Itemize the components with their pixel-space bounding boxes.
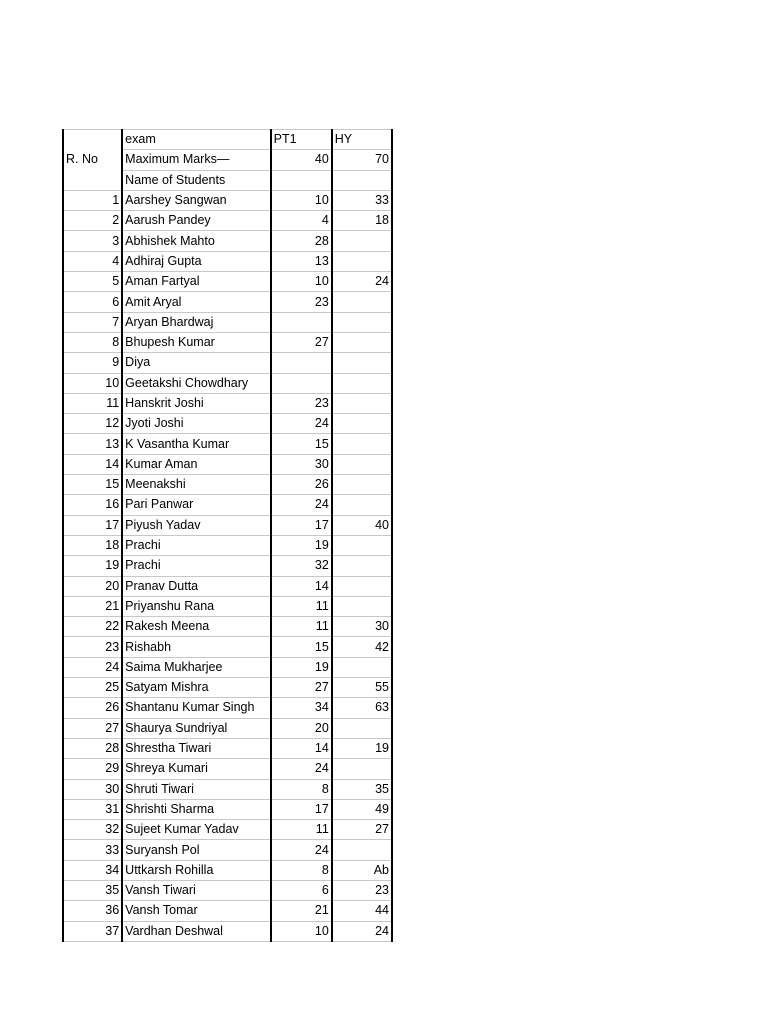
pt1-mark-cell[interactable]: 23 (271, 393, 332, 413)
pt1-mark-cell[interactable]: 8 (271, 779, 332, 799)
table-row (63, 637, 392, 657)
hy-mark-cell[interactable] (332, 556, 392, 576)
student-name-cell[interactable]: Shrestha Tiwari (122, 738, 270, 758)
table-row (63, 698, 392, 718)
hy-mark-cell[interactable]: 18 (332, 211, 392, 231)
table-row (63, 921, 392, 941)
roll-number-cell[interactable]: 10 (63, 373, 122, 393)
table-row (63, 596, 392, 616)
roll-number-cell[interactable]: 19 (63, 556, 122, 576)
table-row (63, 617, 392, 637)
pt1-mark-cell[interactable]: 17 (271, 515, 332, 535)
hy-mark-cell[interactable] (332, 475, 392, 495)
roll-number-cell[interactable]: 29 (63, 759, 122, 779)
student-name-cell[interactable]: Priyanshu Rana (122, 596, 270, 616)
pt1-mark-cell[interactable]: 8 (271, 860, 332, 880)
table-row (63, 332, 392, 352)
table-row (63, 393, 392, 413)
roll-number-cell[interactable]: 6 (63, 292, 122, 312)
table-row (63, 414, 392, 434)
hy-mark-cell[interactable] (332, 434, 392, 454)
student-name-cell[interactable]: Aarshey Sangwan (122, 190, 270, 210)
roll-number-cell[interactable]: 30 (63, 779, 122, 799)
table-row (63, 840, 392, 860)
pt1-mark-cell[interactable]: 19 (271, 657, 332, 677)
hy-mark-cell[interactable] (332, 332, 392, 352)
hy-header[interactable]: HY (332, 130, 392, 150)
hy-mark-cell[interactable]: 44 (332, 901, 392, 921)
pt1-mark-cell[interactable]: 11 (271, 596, 332, 616)
table-row (63, 779, 392, 799)
table-row (63, 211, 392, 231)
student-name-cell[interactable]: Pranav Dutta (122, 576, 270, 596)
student-name-cell[interactable]: Adhiraj Gupta (122, 251, 270, 271)
student-name-cell[interactable]: Shantanu Kumar Singh (122, 698, 270, 718)
hy-mark-cell[interactable] (332, 292, 392, 312)
table-row (63, 454, 392, 474)
max-marks-label[interactable]: Maximum Marks— (122, 150, 270, 170)
hy-mark-cell[interactable] (332, 353, 392, 373)
pt1-mark-cell[interactable]: 23 (271, 292, 332, 312)
student-name-cell[interactable]: Suryansh Pol (122, 840, 270, 860)
table-row (63, 657, 392, 677)
roll-number-cell[interactable]: 2 (63, 211, 122, 231)
student-name-cell[interactable]: Vansh Tiwari (122, 880, 270, 900)
pt1-mark-cell[interactable]: 14 (271, 738, 332, 758)
hy-mark-cell[interactable]: 33 (332, 190, 392, 210)
table-row (63, 820, 392, 840)
pt1-mark-cell[interactable]: 4 (271, 211, 332, 231)
student-name-cell[interactable]: Vardhan Deshwal (122, 921, 270, 941)
pt1-mark-cell[interactable]: 19 (271, 535, 332, 555)
student-name-cell[interactable]: Diya (122, 353, 270, 373)
student-name-cell[interactable]: Abhishek Mahto (122, 231, 270, 251)
table-row (63, 292, 392, 312)
table-row (63, 718, 392, 738)
student-name-cell[interactable]: Pari Panwar (122, 495, 270, 515)
hy-mark-cell[interactable]: 40 (332, 515, 392, 535)
pt1-mark-cell[interactable]: 10 (271, 190, 332, 210)
hy-mark-cell[interactable] (332, 759, 392, 779)
table-row (63, 475, 392, 495)
hy-mark-cell[interactable] (332, 373, 392, 393)
pt1-mark-cell[interactable]: 24 (271, 495, 332, 515)
student-name-cell[interactable]: Vansh Tomar (122, 901, 270, 921)
student-name-cell[interactable]: Rishabh (122, 637, 270, 657)
roll-number-cell[interactable]: 20 (63, 576, 122, 596)
students-label[interactable]: Name of Students (122, 170, 270, 190)
hy-mark-cell[interactable] (332, 414, 392, 434)
roll-number-cell[interactable]: 26 (63, 698, 122, 718)
roll-number-cell[interactable]: 27 (63, 718, 122, 738)
roll-number-cell[interactable]: 13 (63, 434, 122, 454)
table-row (63, 373, 392, 393)
hy-mark-cell[interactable]: 24 (332, 272, 392, 292)
roll-number-cell[interactable]: 36 (63, 901, 122, 921)
hy-blank-cell[interactable] (332, 170, 392, 190)
roll-number-cell[interactable]: 8 (63, 332, 122, 352)
roll-number-cell[interactable]: 32 (63, 820, 122, 840)
roll-number-cell[interactable]: 25 (63, 678, 122, 698)
table-row (63, 556, 392, 576)
exam-label[interactable]: exam (122, 130, 270, 150)
pt1-mark-cell[interactable]: 27 (271, 332, 332, 352)
roll-number-cell[interactable]: 35 (63, 880, 122, 900)
roll-number-cell[interactable]: 22 (63, 617, 122, 637)
student-name-cell[interactable]: Kumar Aman (122, 454, 270, 474)
student-name-cell[interactable]: Aarush Pandey (122, 211, 270, 231)
hy-mark-cell[interactable] (332, 535, 392, 555)
roll-number-cell[interactable]: 15 (63, 475, 122, 495)
pt1-header[interactable]: PT1 (271, 130, 332, 150)
pt1-mark-cell[interactable] (271, 373, 332, 393)
hy-mark-cell[interactable] (332, 251, 392, 271)
student-name-cell[interactable]: Shaurya Sundriyal (122, 718, 270, 738)
pt1-mark-cell[interactable]: 11 (271, 820, 332, 840)
roll-number-cell[interactable]: 37 (63, 921, 122, 941)
rno-header[interactable]: R. No (63, 130, 122, 191)
hy-mark-cell[interactable]: 55 (332, 678, 392, 698)
roll-number-cell[interactable]: 11 (63, 393, 122, 413)
hy-mark-cell[interactable] (332, 312, 392, 332)
roll-number-cell[interactable]: 18 (63, 535, 122, 555)
roll-number-cell[interactable]: 7 (63, 312, 122, 332)
student-name-cell[interactable]: Aryan Bhardwaj (122, 312, 270, 332)
table-row (63, 576, 392, 596)
pt1-mark-cell[interactable]: 14 (271, 576, 332, 596)
student-name-cell[interactable]: Bhupesh Kumar (122, 332, 270, 352)
roll-number-cell[interactable]: 31 (63, 799, 122, 819)
student-name-cell[interactable]: K Vasantha Kumar (122, 434, 270, 454)
pt1-mark-cell[interactable]: 10 (271, 272, 332, 292)
hy-mark-cell[interactable] (332, 596, 392, 616)
pt1-mark-cell[interactable]: 28 (271, 231, 332, 251)
roll-number-cell[interactable]: 1 (63, 190, 122, 210)
table-row (63, 880, 392, 900)
table-row (63, 759, 392, 779)
table-row (63, 312, 392, 332)
pt1-mark-cell[interactable]: 26 (271, 475, 332, 495)
hy-mark-cell[interactable] (332, 393, 392, 413)
roll-number-cell[interactable]: 14 (63, 454, 122, 474)
table-row (63, 272, 392, 292)
roll-number-cell[interactable]: 33 (63, 840, 122, 860)
student-name-cell[interactable]: Satyam Mishra (122, 678, 270, 698)
table-row (63, 901, 392, 921)
roll-number-cell[interactable]: 21 (63, 596, 122, 616)
hy-mark-cell[interactable]: Ab (332, 860, 392, 880)
roll-number-cell[interactable]: 9 (63, 353, 122, 373)
pt1-mark-cell[interactable]: 24 (271, 759, 332, 779)
pt1-mark-cell[interactable]: 15 (271, 637, 332, 657)
hy-mark-cell[interactable]: 42 (332, 637, 392, 657)
student-name-cell[interactable]: Shreya Kumari (122, 759, 270, 779)
hy-mark-cell[interactable] (332, 495, 392, 515)
roll-number-cell[interactable]: 4 (63, 251, 122, 271)
hy-mark-cell[interactable]: 27 (332, 820, 392, 840)
marks-table (62, 129, 393, 942)
table-row (63, 251, 392, 271)
student-name-cell[interactable]: Meenakshi (122, 475, 270, 495)
hy-mark-cell[interactable]: 24 (332, 921, 392, 941)
pt1-mark-cell[interactable] (271, 312, 332, 332)
student-name-cell[interactable]: Saima Mukharjee (122, 657, 270, 677)
hy-mark-cell[interactable]: 30 (332, 617, 392, 637)
table-row (63, 515, 392, 535)
student-name-cell[interactable]: Prachi (122, 556, 270, 576)
table-row (63, 434, 392, 454)
pt1-mark-cell[interactable]: 24 (271, 414, 332, 434)
pt1-mark-cell[interactable]: 34 (271, 698, 332, 718)
table-row (63, 190, 392, 210)
hy-mark-cell[interactable] (332, 840, 392, 860)
hy-mark-cell[interactable]: 63 (332, 698, 392, 718)
student-name-cell[interactable]: Rakesh Meena (122, 617, 270, 637)
pt1-mark-cell[interactable]: 11 (271, 617, 332, 637)
pt1-mark-cell[interactable]: 20 (271, 718, 332, 738)
student-name-cell[interactable]: Hanskrit Joshi (122, 393, 270, 413)
student-name-cell[interactable]: Piyush Yadav (122, 515, 270, 535)
roll-number-cell[interactable]: 17 (63, 515, 122, 535)
hy-mark-cell[interactable]: 19 (332, 738, 392, 758)
pt1-mark-cell[interactable]: 17 (271, 799, 332, 819)
hy-mark-cell[interactable] (332, 576, 392, 596)
pt1-mark-cell[interactable]: 15 (271, 434, 332, 454)
roll-number-cell[interactable]: 34 (63, 860, 122, 880)
table-row (63, 495, 392, 515)
student-name-cell[interactable]: Shruti Tiwari (122, 779, 270, 799)
hy-mark-cell[interactable]: 35 (332, 779, 392, 799)
student-name-cell[interactable]: Uttkarsh Rohilla (122, 860, 270, 880)
hy-mark-cell[interactable] (332, 454, 392, 474)
roll-number-cell[interactable]: 24 (63, 657, 122, 677)
pt1-mark-cell[interactable]: 30 (271, 454, 332, 474)
table-row (63, 231, 392, 251)
roll-number-cell[interactable]: 3 (63, 231, 122, 251)
hy-mark-cell[interactable] (332, 657, 392, 677)
student-name-cell[interactable]: Amit Aryal (122, 292, 270, 312)
hy-mark-cell[interactable] (332, 231, 392, 251)
roll-number-cell[interactable]: 28 (63, 738, 122, 758)
hy-mark-cell[interactable] (332, 718, 392, 738)
header-row-exam (63, 130, 392, 150)
roll-number-cell[interactable]: 5 (63, 272, 122, 292)
table-row (63, 678, 392, 698)
roll-number-cell[interactable]: 23 (63, 637, 122, 657)
pt1-mark-cell[interactable]: 32 (271, 556, 332, 576)
table-row (63, 535, 392, 555)
pt1-mark-cell[interactable]: 6 (271, 880, 332, 900)
student-name-cell[interactable]: Geetakshi Chowdhary (122, 373, 270, 393)
pt1-blank-cell[interactable] (271, 170, 332, 190)
hy-mark-cell[interactable]: 49 (332, 799, 392, 819)
table-row (63, 799, 392, 819)
table-row (63, 353, 392, 373)
roll-number-cell[interactable]: 12 (63, 414, 122, 434)
pt1-mark-cell[interactable]: 24 (271, 840, 332, 860)
pt1-mark-cell[interactable]: 13 (271, 251, 332, 271)
pt1-max-marks[interactable]: 40 (271, 150, 332, 170)
student-name-cell[interactable]: Aman Fartyal (122, 272, 270, 292)
hy-mark-cell[interactable]: 23 (332, 880, 392, 900)
pt1-mark-cell[interactable] (271, 353, 332, 373)
student-name-cell[interactable]: Jyoti Joshi (122, 414, 270, 434)
student-name-cell[interactable]: Shrishti Sharma (122, 799, 270, 819)
table-row (63, 738, 392, 758)
table-row (63, 860, 392, 880)
pt1-mark-cell[interactable]: 21 (271, 901, 332, 921)
roll-number-cell[interactable]: 16 (63, 495, 122, 515)
student-name-cell[interactable]: Sujeet Kumar Yadav (122, 820, 270, 840)
hy-max-marks[interactable]: 70 (332, 150, 392, 170)
pt1-mark-cell[interactable]: 10 (271, 921, 332, 941)
student-name-cell[interactable]: Prachi (122, 535, 270, 555)
pt1-mark-cell[interactable]: 27 (271, 678, 332, 698)
